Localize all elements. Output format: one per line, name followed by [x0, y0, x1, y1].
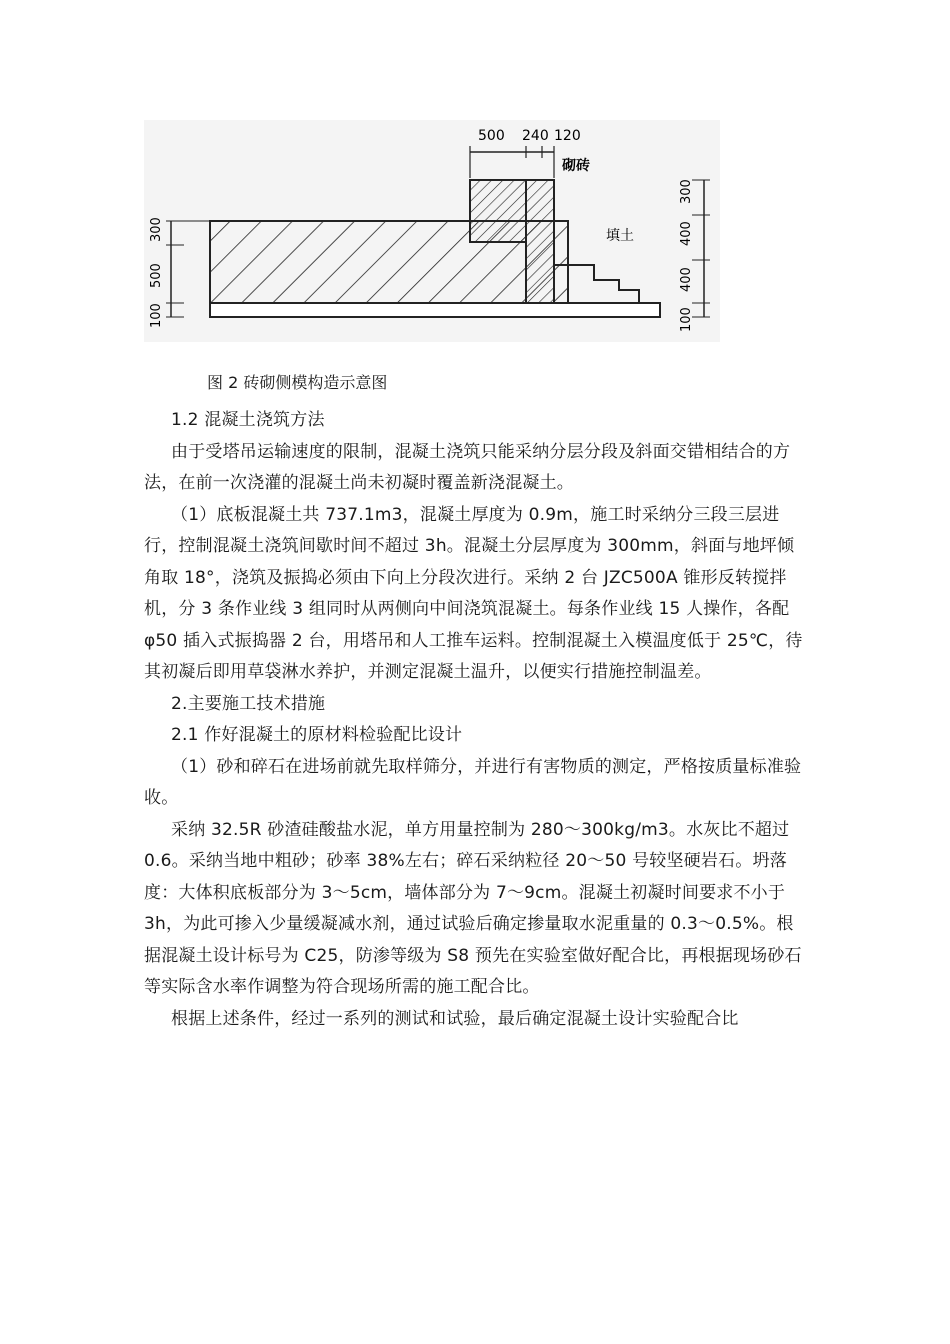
dim-left-100: 100: [149, 303, 164, 328]
formwork-diagram: [144, 120, 720, 342]
dim-top-500: 500: [478, 128, 505, 144]
paragraph-1: 由于受塔吊运输速度的限制，混凝土浇筑只能采纳分层分段及斜面交错相结合的方法，在前一次浇灌的混凝土尚未初凝时覆盖新浇混凝土。: [144, 441, 791, 493]
dim-left-300: 300: [149, 217, 164, 242]
paragraph-4: 采纳 32.5R 砂渣硅酸盐水泥，单方用量控制为 280～300kg/m3。水灰比不超过 0.6。采纳当地中粗砂；砂率 38%左右；碎石采纳粒径 20～50 号较坚硬岩石。坍落度：大体积底板部分为 3～5cm，墙体部分为 7～9cm。混凝土初凝时间要求不小于 3h，为此可掺入少量缓凝减水剂，通过试验后确定掺量取水泥重量的 0.3～0.5%。根据混凝土设计标号为 C25，防渗等级为 S8 预先在实验室做好配合比，再根据现场砂石等实际含水率作调整为符合现场所需的施工配合比。: [144, 819, 802, 997]
brick-side-wall: [526, 180, 554, 303]
dim-top-240: 240: [522, 128, 549, 144]
label-fill: 填土: [606, 228, 634, 244]
paragraph-3: （1）砂和碎石在进场前就先取样筛分，并进行有害物质的测定，严格按质量标准验收。: [144, 756, 802, 808]
dim-right-100: 100: [679, 307, 694, 332]
heading-2-1: 2.1 作好混凝土的原材料检验配比设计: [171, 725, 463, 745]
paragraph-5: 根据上述条件，经过一系列的测试和试验，最后确定混凝土设计实验配合比: [171, 1008, 739, 1029]
figure-caption: 图 2 砖砌侧模构造示意图: [207, 373, 388, 392]
label-brick: 砌砖: [562, 158, 590, 174]
brick-wall-upper: [470, 180, 526, 242]
heading-1-2: 1.2 混凝土浇筑方法: [171, 410, 325, 430]
heading-2: 2.主要施工技术措施: [171, 693, 326, 714]
dim-right-400b: 400: [679, 267, 694, 292]
dim-left-500: 500: [149, 263, 164, 288]
dim-right-400a: 400: [679, 221, 694, 246]
dim-right-300: 300: [679, 179, 694, 204]
dim-top-120: 120: [554, 128, 581, 144]
body-text: [144, 405, 809, 1035]
diagram-svg: [144, 120, 720, 342]
cushion-layer: [210, 303, 660, 317]
paragraph-2: （1）底板混凝土共 737.1m3，混凝土厚度为 0.9m，施工时采纳分三段三层进行，控制混凝土浇筑间歇时间不超过 3h。混凝土分层厚度为 300mm，斜面与地坪倾角取 18°，浇筑及振捣必须由下向上分段次进行。采纳 2 台 JZC500A 锥形反转搅拌机，分 3 条作业线 3 组同时从两侧向中间浇筑混凝土。每条作业线 15 人操作，各配 φ50 插入式振捣器 2 台，用塔吊和人工推车运料。控制混凝土入模温度低于 25℃，待其初凝后即用草袋淋水养护，并测定混凝土温升，以便实行措施控制温差。: [144, 504, 803, 682]
